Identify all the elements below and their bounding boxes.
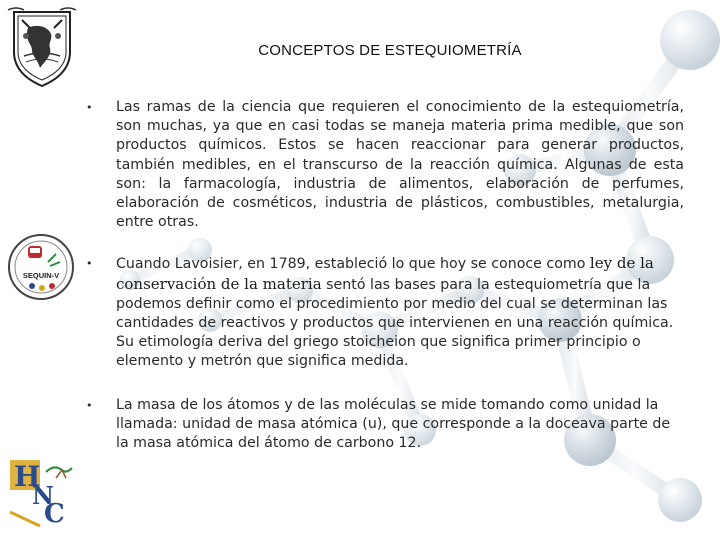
bullet-text: La masa de los átomos y de las moléculas se mide tomando como unidad la llamada: unidad de masa atómica (u), que corresponde a la doceava parte de la masa atómica del átomo de carbono 12.	[116, 396, 671, 452]
bullet-marker: •	[86, 398, 93, 412]
bullet-item	[86, 98, 684, 232]
svg-text:SEQUIN-V: SEQUIN-V	[22, 271, 60, 280]
bullet-list	[86, 98, 684, 475]
bullet-text: Las ramas de la ciencia que requieren el conocimiento de la estequiometría, son muchas, ya que en casi todas se maneja materia prima medible, que son productos químicos. Estos se hacen reaccionar para generar productos, también medibles, en el transcurso de la reacción química. Algunas de esta son: la farmacología, industria de alimentos, elaboración de perfumes, elaboración de cosméticos, industria de plásticos, combustibles, metalurgia, entre otras.	[116, 99, 684, 231]
slide-title: CONCEPTOS DE ESTEQUIOMETRÍA	[258, 42, 522, 59]
bullet-item	[86, 396, 684, 454]
bullet-text-after: sentó las bases para la estequiometría que la podemos definir como el procedimiento por medio del cual se determinan las cantidades de reactivos y productos que intervienen en una reacción química. Su etimología deriva del griego stoicheion que significa primer principio o elemento y metrón que significa medida.	[116, 276, 674, 370]
svg-text:N: N	[32, 481, 54, 510]
svg-text:H: H	[14, 460, 41, 493]
unam-shield-logo	[6, 6, 78, 88]
bullet-marker: •	[86, 101, 93, 114]
hnc-logo	[6, 452, 78, 528]
bullet-text-before: Cuando Lavoisier, en 1789, estableció lo que hoy se conoce como	[116, 256, 590, 273]
svg-text:C: C	[44, 499, 65, 528]
sequin-circular-logo	[6, 232, 76, 302]
bullet-marker: •	[86, 257, 93, 271]
emphasized-term: ley de la conservación de la materia	[116, 254, 654, 293]
bullet-item	[86, 254, 684, 371]
